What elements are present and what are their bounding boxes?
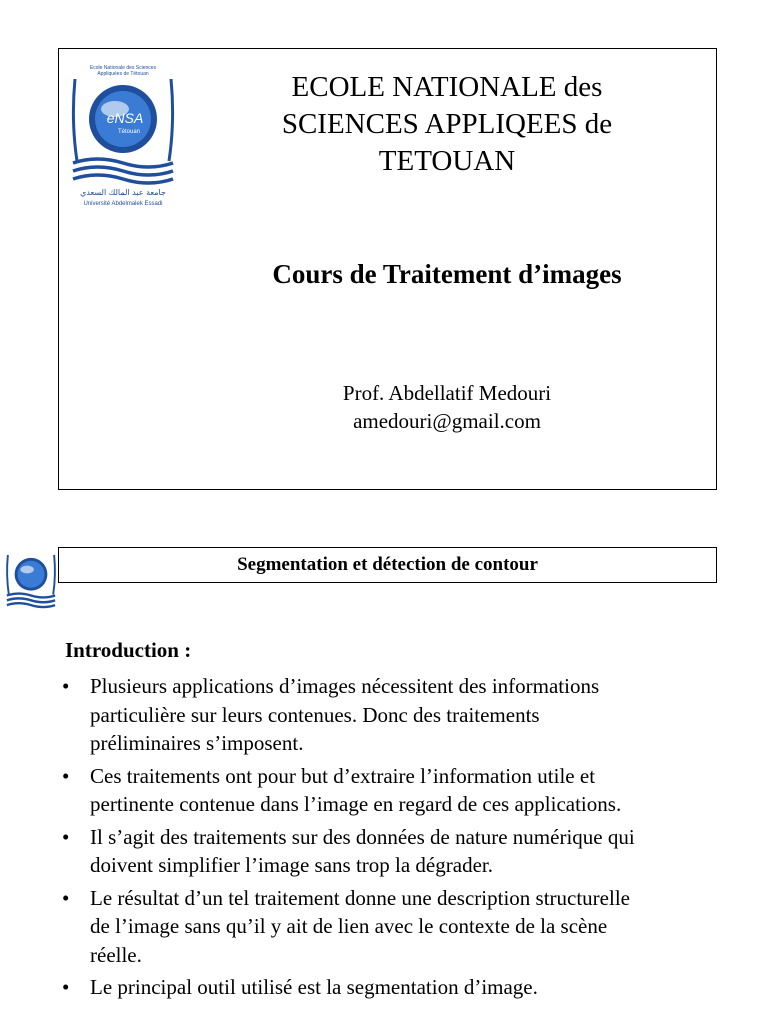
bullet-icon: •: [62, 674, 70, 698]
logo-top-text-2: Appliquées de Tétouan: [97, 71, 149, 77]
professor-info: [227, 379, 667, 435]
bullet-line: de l’image sans qu’il y ait de lien avec le contexte de la scène: [90, 914, 608, 938]
intro-heading: Introduction :: [65, 638, 192, 662]
professor-email: amedouri@gmail.com: [353, 409, 541, 433]
logo-university: Université Abdelmalek Essadi: [83, 201, 163, 207]
bullet-line: Il s’agit des traitements sur des données de nature numérique qui: [90, 824, 635, 849]
bullet-line: Le principal outil utilisé est la segmentation d’image.: [90, 975, 538, 999]
section-title: Segmentation et détection de contour: [58, 547, 717, 583]
bullet-icon: •: [62, 975, 70, 999]
logo-emblem-sub: Tétouan: [117, 129, 141, 135]
logo-top-text-1: Ecole Nationale des Sciences: [89, 65, 157, 71]
school-line-2: SCIENCES APPLIQEES de: [281, 108, 613, 140]
bullet-icon: •: [62, 885, 70, 910]
school-line-3: TETOUAN: [378, 145, 516, 177]
school-name: [227, 69, 667, 180]
bullet-line: Le résultat d’un tel traitement donne une description structurelle: [90, 885, 630, 910]
title-slide: [58, 48, 717, 490]
bullet-line: Plusieurs applications d’images nécessitent des informations: [90, 674, 600, 698]
list-item: [62, 823, 722, 880]
ensa-logo: [67, 61, 179, 209]
bullet-line: réelle.: [90, 942, 142, 967]
list-item: [62, 884, 722, 970]
school-line-1: ECOLE NATIONALE des: [291, 71, 603, 103]
list-item: [62, 973, 722, 1002]
bullet-line: particulière sur leurs contenues. Donc des traitements: [90, 702, 540, 727]
bullet-icon: •: [62, 824, 70, 849]
logo-emblem-main: eNSA: [106, 110, 144, 126]
bullet-line: pertinente contenue dans l’image en regard de ces applications.: [90, 792, 622, 816]
bullet-list: [62, 672, 722, 1006]
ensa-logo-small: [4, 546, 58, 618]
course-title: Cours de Traitement d’images: [272, 259, 622, 289]
logo-arabic-text: جامعة عبد المالك السعدي: [80, 188, 166, 197]
bullet-line: Ces traitements ont pour but d’extraire l’information utile et: [90, 763, 596, 788]
bullet-icon: •: [62, 763, 70, 788]
professor-name: Prof. Abdellatif Medouri: [342, 381, 552, 405]
list-item: [62, 762, 722, 819]
bullet-line: doivent simplifier l’image sans trop la dégrader.: [90, 853, 493, 877]
bullet-line: préliminaires s’imposent.: [90, 731, 304, 755]
list-item: [62, 672, 722, 758]
